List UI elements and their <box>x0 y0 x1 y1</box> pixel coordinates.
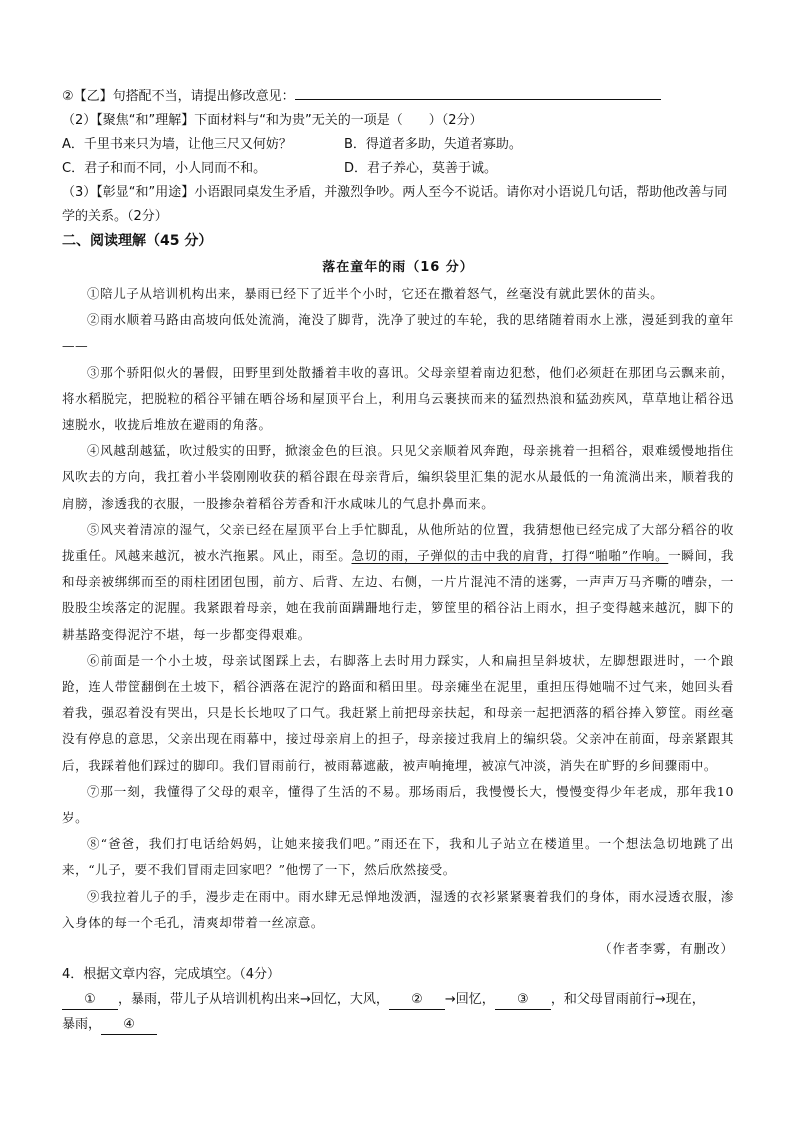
options-row-2 <box>62 157 734 181</box>
article-paragraph-4: ④风越刮越猛，吹过般实的田野，掀滚金色的巨浪。只见父亲顺着风奔跑，母亲挑着一担稻谷，艰难缓慢地指住风吹去的方向，我扛着小半袋刚刚收获的稻谷跟在母亲背后，编织袋里汇集的泥水从最低的一角流淌出来，顺着我的肩膀，渗透我的衣服，一股掺杂着稻谷芳香和汗水咸味儿的气息扑鼻而来。 <box>62 443 734 511</box>
article-paragraph-6: ⑥前面是一个小土坡，母亲试图踩上去，右脚落上去时用力踩实，人和扁担呈斜坡状，左脚想跟进时，一个踉跄，连人带筐翻倒在土坡下，稻谷洒落在泥泞的路面和稻田里。母亲瘫坐在泥里，重担压得她喘不过气来，她回头看着我，强忍着没有哭出，只是长长地叹了口气。我赶紧上前把母亲扶起，和母亲一起把洒落的稻谷捧入箩筐。雨丝毫没有停息的意思，父亲出现在雨幕中，接过母亲肩上的担子，母亲接过我肩上的编织袋。父亲冲在前面，母亲紧跟其后，我踩着他们踩过的脚印。我们冒雨前行，被雨幕遮蔽，被声响掩埋，被凉气冲淡，消失在旷野的乡间骤雨中。 <box>62 652 734 773</box>
fill-blank-2[interactable]: ② <box>389 991 445 1010</box>
fill-text-1: ，暴雨，带儿子从培训机构出来→回忆，大风， <box>118 992 389 1008</box>
article-paragraph-5 <box>62 517 734 648</box>
article-source: （作者李雾，有删改） <box>598 941 734 957</box>
fill-text-2: →回忆， <box>444 992 495 1008</box>
option-b: B．得道者多助，失道者寡助。 <box>344 137 522 152</box>
option-c: C．君子和而不同，小人同而不和。 <box>62 161 267 176</box>
question-2-text: ②【乙】句搭配不当，请提出修改意见： <box>62 89 295 104</box>
article-title: 落在童年的雨（16 分） <box>322 260 474 275</box>
fill-blank-1[interactable]: ① <box>62 991 118 1010</box>
article-paragraph-7: ⑦那一刻，我懂得了父母的艰辛，懂得了生活的不易。那场雨后，我慢慢长大，慢慢变得少年老成，那年我10岁。 <box>62 783 734 826</box>
options-row-1 <box>62 133 734 157</box>
article-paragraph-1: ①陪儿子从培训机构出来，暴雨已经下了近半个小时，它还在撒着怒气，丝毫没有就此罢休的苗头。 <box>87 286 664 301</box>
article-paragraph-2: ②雨水顺着马路由高坡向低处流淌，淹没了脚背，洗净了驶过的车轮，我的思绪随着雨水上涨，漫延到我的童年—— <box>62 312 734 354</box>
article-paragraph-8: ⑧“爸爸，我们打电话给妈妈，让她来接我们吧。”雨还在下，我和儿子站立在楼道里。一个想法急切地跳了出来，“儿子，要不我们冒雨走回家吧？”他愣了一下，然后欣然接受。 <box>62 836 734 878</box>
fill-blank-4[interactable]: ④ <box>101 1016 157 1035</box>
question-4-fill-line-2 <box>62 1012 734 1037</box>
underlined-sentence: 急切的雨，子弹似的击中我的肩背，打得“啪啪”作响。 <box>351 548 669 564</box>
fill-text-4: 暴雨， <box>62 1017 102 1033</box>
question-4-stem: 4．根据文章内容，完成填空。（4分） <box>62 967 281 983</box>
document-page <box>62 84 734 1037</box>
question-4-fill <box>62 987 734 1012</box>
fill-text-3: ，和父母冒雨前行→现在， <box>550 992 705 1008</box>
paragraph-5-end: 一瞬间，我和母亲被绑绑而至的雨柱团团包围，前方、后背、左边、右侧，一片片混沌不清的迷雾，一声声万马齐嘶的嘈杂，一股股尘埃落定的泥腥。我紧跟着母亲，她在我前面蹒跚地行走，箩筐里的稻谷沾上雨水，担子变得越来越沉，脚下的耕基路变得泥泞不堪，每一步都变得艰难。 <box>62 548 734 642</box>
question-focus: （2）【聚焦“和”理解】下面材料与“和为贵”无关的一项是（ ）（2分） <box>62 113 483 128</box>
answer-blank[interactable] <box>295 84 661 100</box>
question-2-revision <box>62 84 734 109</box>
paragraph-5-start: ⑤风夹着清凉的湿气，父亲已经在屋顶平台上手忙脚乱，从他所站的位置，我猜想他已经完成了大部分稻谷的收拢重任。风越来越沉，被水汽拖累。风止，雨至。 <box>62 521 734 564</box>
question-use: （3）【彰显“和”用途】小语跟同桌发生矛盾，并激烈争吵。两人至今不说话。请你对小语说几句话，帮助他改善与同学的关系。（2分） <box>62 185 728 224</box>
option-d: D．君子养心，莫善于诚。 <box>344 161 498 176</box>
option-a: A．千里书来只为墙，让他三尺又何妨？ <box>62 137 292 152</box>
section-title: 二、阅读理解（45 分） <box>62 233 213 249</box>
article-paragraph-9: ⑨我拉着儿子的手，漫步走在雨中。雨水肆无忌惮地泼洒，湿透的衣衫紧紧裹着我们的身体，雨水浸透衣服，渗入身体的每一个毛孔，清爽却带着一丝凉意。 <box>62 888 734 930</box>
article-paragraph-3: ③那个骄阳似火的暑假，田野里到处散播着丰收的喜讯。父母亲望着南边犯愁，他们必须赶在那团乌云飘来前，将水稻脱完，把脱粒的稻谷平铺在晒谷场和屋顶平台上，利用乌云裹挟而来的猛烈热浪和猛劲疾风，草草地让稻谷迅速脱水，收拢后堆放在避雨的角落。 <box>62 364 734 433</box>
fill-blank-3[interactable]: ③ <box>495 991 551 1010</box>
